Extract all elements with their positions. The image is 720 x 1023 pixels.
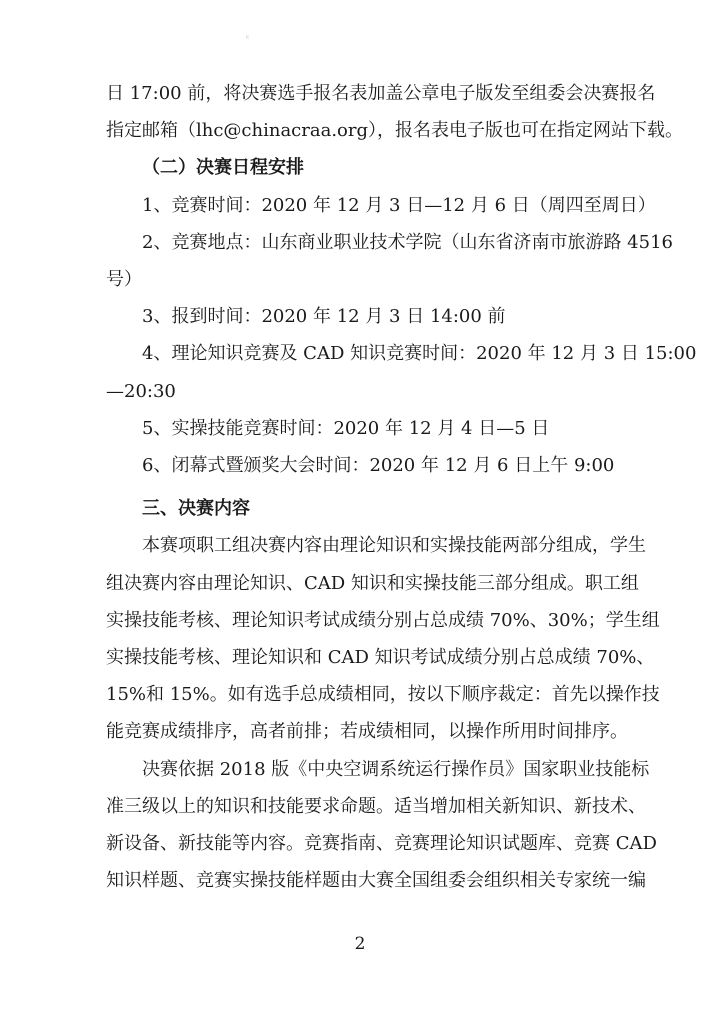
- scan-mark: ᵋ: [246, 34, 250, 45]
- body-line: 实操技能考核、理论知识考试成绩分别占总成绩 70%、30%；学生组: [106, 609, 660, 631]
- schedule-item-2: 2、竞赛地点：山东商业职业技术学院（山东省济南市旅游路 4516: [142, 231, 673, 253]
- section-heading-content: 三、决赛内容: [142, 498, 250, 520]
- body-line: 组决赛内容由理论知识、CAD 知识和实操技能三部分组成。职工组: [106, 572, 639, 594]
- body-line: 指定邮箱（lhc@chinacraa.org），报名表电子版也可在指定网站下载。: [106, 120, 684, 142]
- body-line: 日 17:00 前，将决赛选手报名表加盖公章电子版发至组委会决赛报名: [106, 83, 656, 104]
- body-line: 知识样题、竞赛实操技能样题由大赛全国组委会组织相关专家统一编: [106, 870, 646, 892]
- schedule-item-6: 6、闭幕式暨颁奖大会时间：2020 年 12 月 6 日上午 9:00: [142, 455, 615, 477]
- section-heading-schedule: （二）决赛日程安排: [142, 157, 304, 179]
- page-number: 2: [354, 934, 366, 954]
- body-line: 本赛项职工组决赛内容由理论知识和实操技能两部分组成，学生: [142, 535, 646, 557]
- body-line: 准三级以上的知识和技能要求命题。适当增加相关新知识、新技术、: [106, 795, 646, 817]
- body-line: 决赛依据 2018 版《中央空调系统运行操作员》国家职业技能标: [142, 758, 650, 780]
- schedule-item-1: 1、竞赛时间：2020 年 12 月 3 日—12 月 6 日（周四至周日）: [142, 194, 656, 216]
- schedule-item-2-cont: 号）: [106, 269, 142, 291]
- body-line: 15%和 15%。如有选手总成绩相同，按以下顺序裁定：首先以操作技: [106, 684, 660, 706]
- schedule-item-5: 5、实操技能竞赛时间：2020 年 12 月 4 日—5 日: [142, 417, 550, 439]
- body-line: 能竞赛成绩排序，高者前排；若成绩相同，以操作所用时间排序。: [106, 721, 628, 743]
- schedule-item-4: 4、理论知识竞赛及 CAD 知识竞赛时间：2020 年 12 月 3 日 15:00: [142, 343, 697, 365]
- schedule-item-4-cont: —20:30: [106, 380, 176, 402]
- schedule-item-3: 3、报到时间：2020 年 12 月 3 日 14:00 前: [142, 306, 506, 328]
- body-line: 新设备、新技能等内容。竞赛指南、竞赛理论知识试题库、竞赛 CAD: [106, 833, 657, 855]
- page-body: [106, 75, 697, 899]
- body-line: 实操技能考核、理论知识和 CAD 知识考试成绩分别占总成绩 70%、: [106, 647, 655, 669]
